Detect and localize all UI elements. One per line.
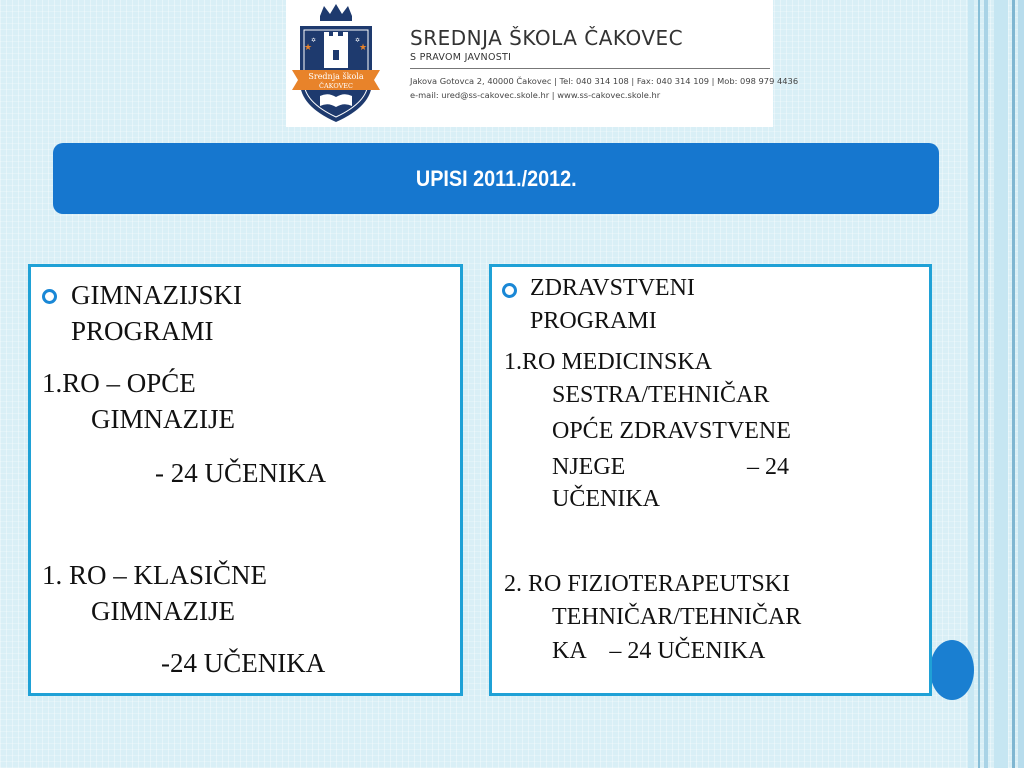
student-count: - 24 UČENIKA	[155, 458, 326, 488]
program-line: 1.RO – OPĆE	[42, 368, 196, 398]
program-line: GIMNAZIJE	[91, 596, 235, 626]
program-line: SESTRA/TEHNIČAR	[552, 382, 770, 408]
heading-line: PROGRAMI	[530, 308, 657, 334]
gymnasium-programs-box	[28, 264, 463, 696]
program-line: OPĆE ZDRAVSTVENE	[552, 418, 791, 444]
heading-line: ZDRAVSTVENI	[530, 275, 695, 301]
school-crest-icon	[290, 2, 382, 126]
bullet-icon	[42, 289, 57, 304]
health-programs-box	[489, 264, 932, 696]
svg-text:★: ★	[304, 43, 313, 53]
program-line: TEHNIČAR/TEHNIČAR	[552, 604, 802, 630]
svg-text:✡: ✡	[311, 37, 317, 44]
program-line: NJEGE	[552, 454, 626, 480]
decorative-stripes	[968, 0, 1024, 768]
program-line: GIMNAZIJE	[91, 404, 235, 434]
svg-text:★: ★	[359, 43, 368, 53]
program-line: 2. RO FIZIOTERAPEUTSKI	[504, 571, 790, 597]
school-address: Jakova Gotovca 2, 40000 Čakovec | Tel: 040 314 108 | Fax: 040 314 109 | Mob: 098 979 4436	[410, 76, 799, 86]
student-count: – 24	[747, 454, 789, 480]
svg-text:✡: ✡	[355, 37, 361, 44]
title-bar	[53, 143, 939, 214]
decorative-circle	[930, 640, 974, 700]
page-title: UPISI 2011./2012.	[415, 165, 577, 191]
program-line: UČENIKA	[552, 486, 660, 512]
program-line: 1. RO – KLASIČNE	[42, 560, 268, 590]
header-divider	[410, 68, 770, 69]
svg-text:ČAKOVEC: ČAKOVEC	[319, 82, 353, 90]
heading-line: PROGRAMI	[71, 316, 214, 346]
svg-text:Srednja škola: Srednja škola	[308, 72, 364, 81]
school-name: SREDNJA ŠKOLA ČAKOVEC	[410, 26, 684, 50]
student-count: -24 UČENIKA	[161, 648, 326, 678]
program-line: 1.RO MEDICINSKA	[504, 349, 713, 375]
school-header	[286, 0, 799, 127]
heading-line: GIMNAZIJSKI	[71, 280, 242, 310]
school-email: e-mail: ured@ss-cakovec.skole.hr | www.ss-cakovec.skole.hr	[410, 90, 661, 100]
program-line: KA – 24 UČENIKA	[552, 638, 766, 664]
bullet-icon	[502, 283, 517, 298]
school-subtitle: S PRAVOM JAVNOSTI	[410, 52, 512, 63]
